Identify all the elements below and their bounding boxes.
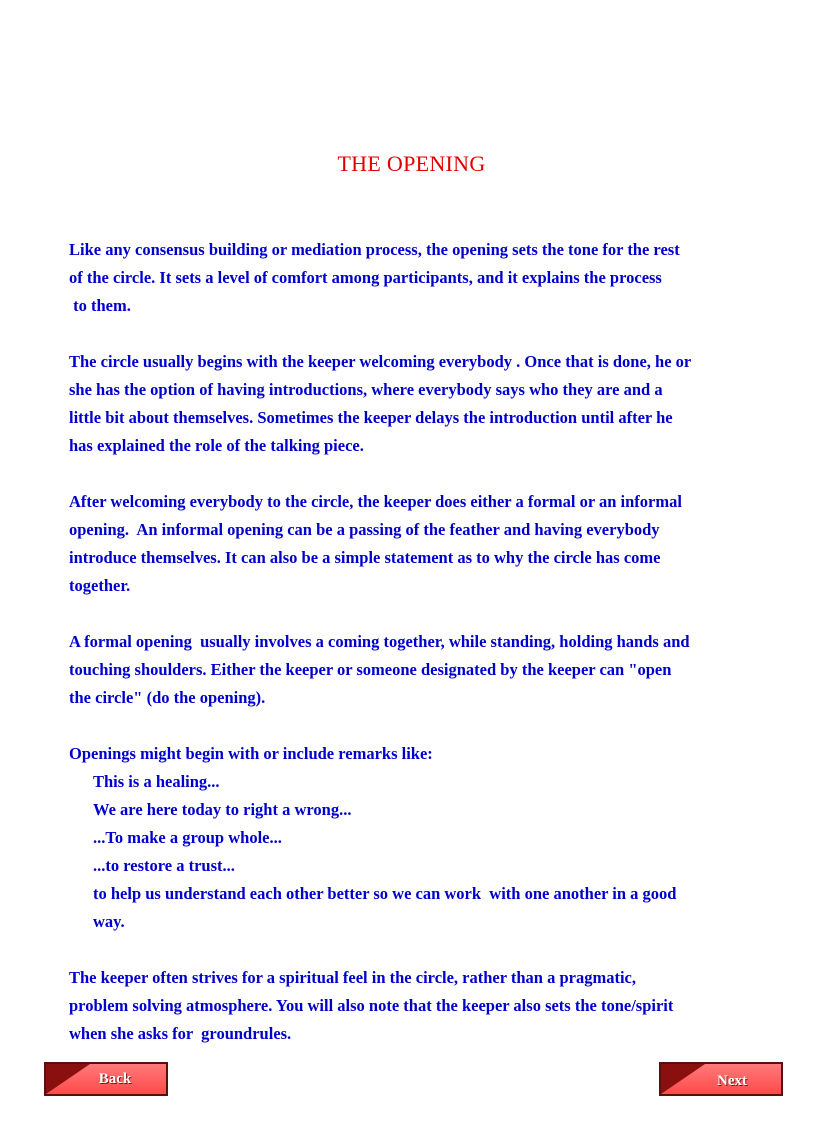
remarks-intro: Openings might begin with or include remarks like: [69,744,433,763]
text-line: she has the option of having introductions, where everybody says who they are and a [69,380,663,399]
text-line: touching shoulders. Either the keeper or someone designated by the keeper can "open [69,660,672,679]
text-line: Like any consensus building or mediation process, the opening sets the tone for the rest [69,240,680,259]
text-line: problem solving atmosphere. You will also note that the keeper also sets the tone/spirit [69,996,674,1015]
page-title: THE OPENING [337,150,486,176]
paragraph-spiritual-feel [69,964,789,1048]
text-line: A formal opening usually involves a coming together, while standing, holding hands and [69,632,690,651]
text-line: The keeper often strives for a spiritual feel in the circle, rather than a pragmatic, [69,968,637,987]
list-item: to help us understand each other better so we can work with one another in a good [93,884,677,903]
main-content [69,236,789,1076]
list-item: way. [93,912,125,931]
text-line: of the circle. It sets a level of comfort among participants, and it explains the process [69,268,662,287]
text-line: After welcoming everybody to the circle, the keeper does either a formal or an informal [69,492,682,511]
back-button[interactable] [44,1062,168,1096]
text-line: together. [69,576,131,595]
next-button[interactable] [659,1062,783,1096]
list-item: ...to restore a trust... [93,856,235,875]
list-item: ...To make a group whole... [93,828,282,847]
back-button-label: Back [98,1071,132,1087]
text-line: opening. An informal opening can be a passing of the feather and having everybody [69,520,660,539]
paragraph-opening-tone [69,236,789,320]
text-line: little bit about themselves. Sometimes the keeper delays the introduction until after he [69,408,673,427]
list-item: We are here today to right a wrong... [93,800,352,819]
text-line: when she asks for groundrules. [69,1024,292,1043]
paragraph-formal-opening [69,628,789,712]
text-line: has explained the role of the talking piece. [69,436,364,455]
next-button-label: Next [717,1073,747,1089]
text-line: The circle usually begins with the keeper welcoming everybody . Once that is done, he or [69,352,692,371]
text-line: introduce themselves. It can also be a simple statement as to why the circle has come [69,548,661,567]
list-item: This is a healing... [93,772,220,791]
text-line: the circle" (do the opening). [69,688,266,707]
text-line: to them. [69,296,131,315]
paragraph-informal-opening [69,488,789,600]
paragraph-welcoming [69,348,789,460]
remarks-list [69,740,789,936]
